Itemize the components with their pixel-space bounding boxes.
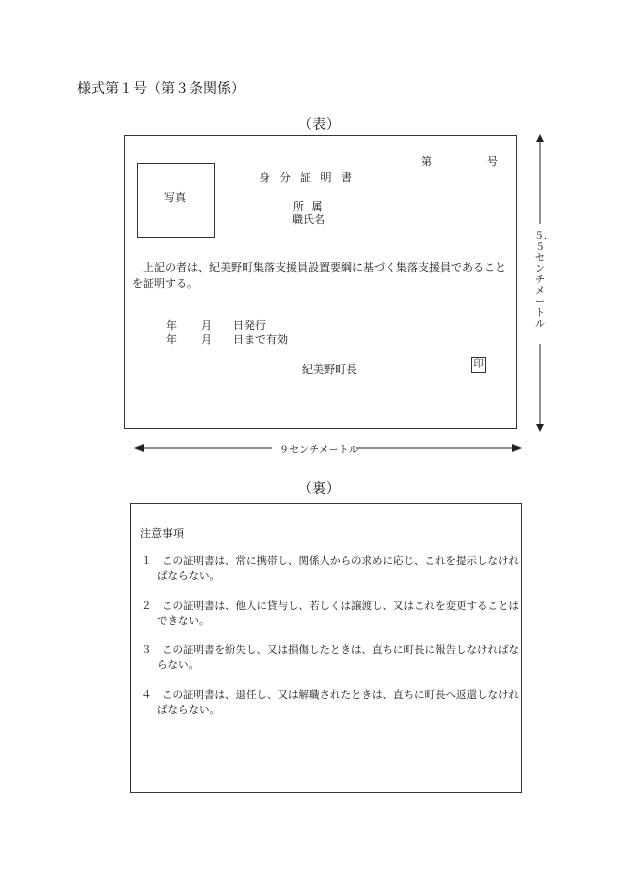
card-number-suffix: 号 bbox=[487, 155, 498, 168]
back-side-label: （裏） bbox=[298, 481, 340, 497]
issue-year: 年 bbox=[166, 319, 177, 332]
note-item: ４ この証明書は、退任し、又は解職されたときは、直ちに町長へ返還しなければならない。 bbox=[141, 689, 519, 716]
id-card-back bbox=[130, 503, 522, 793]
note-item: ３ この証明書を紛失し、又は損傷したときは、直ちに町長に報告しなければならない。 bbox=[141, 644, 519, 671]
width-dimension-label: ９センチメートル bbox=[279, 445, 359, 456]
form-title: 様式第１号（第３条関係） bbox=[77, 81, 245, 97]
issue-month: 月 bbox=[201, 319, 212, 332]
id-card-front bbox=[124, 135, 517, 429]
position-name-label: 職氏名 bbox=[292, 213, 325, 226]
seal-stamp: 印 bbox=[471, 357, 486, 373]
card-heading: 身 分 証 明 書 bbox=[259, 171, 355, 184]
affiliation-label: 所 属 bbox=[293, 200, 325, 213]
photo-box bbox=[137, 163, 215, 238]
card-number-prefix: 第 bbox=[421, 155, 432, 168]
notes-heading: 注意事項 bbox=[140, 527, 184, 540]
note-item: １ この証明書は、常に携帯し、関係人からの求めに応じ、これを提示しなければならない。 bbox=[141, 555, 519, 582]
issuer-name: 紀美野町長 bbox=[302, 363, 357, 376]
declaration-text: 上記の者は、紀美野町集落支援員設置要綱に基づく集落支援員であることを証明する。 bbox=[132, 261, 506, 290]
valid-year: 年 bbox=[166, 333, 177, 346]
issue-day: 日発行 bbox=[233, 319, 266, 332]
note-item: ２ この証明書は、他人に貸与し、若しくは譲渡し、又はこれを変更することはできない。 bbox=[141, 600, 519, 627]
height-dimension-label: ５．５センチメートル bbox=[534, 231, 554, 330]
front-side-label: （表） bbox=[298, 117, 340, 133]
valid-month: 月 bbox=[201, 333, 212, 346]
photo-label: 写真 bbox=[164, 191, 186, 204]
valid-day: 日まで有効 bbox=[233, 333, 288, 346]
